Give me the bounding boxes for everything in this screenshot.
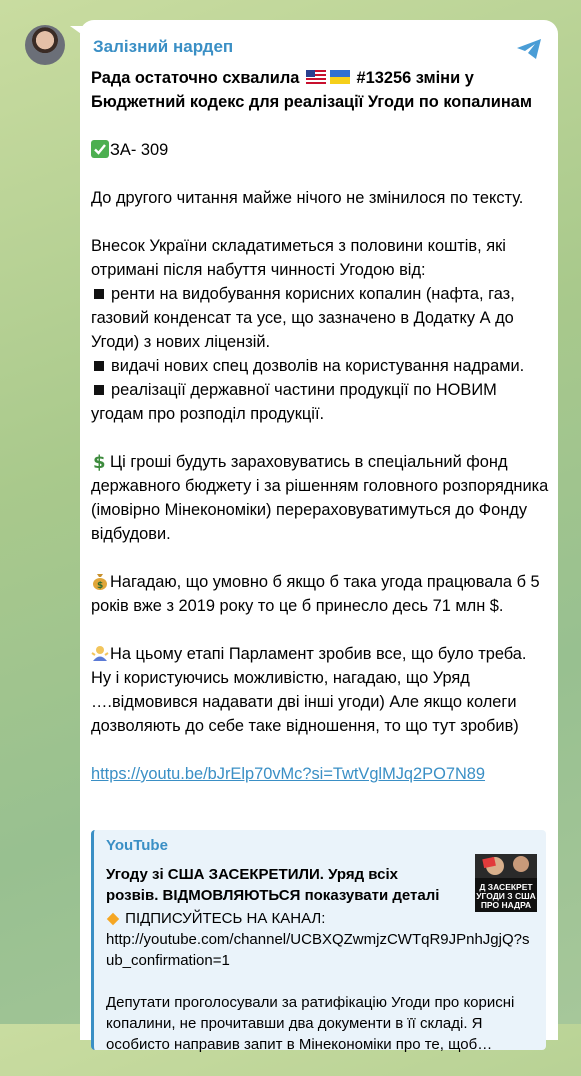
ukraine-flag-icon [330, 70, 350, 84]
check-mark-button-emoji [91, 140, 109, 158]
youtube-link[interactable]: https://youtu.be/bJrElp70vMc?si=TwtVglMJq2PO7N89 [91, 765, 486, 783]
thumbnail-image [475, 854, 537, 912]
thumbnail-text-1: Д ЗАСЕКРЕТ [479, 882, 533, 892]
heavy-dollar-sign-emoji [91, 452, 109, 473]
preview-description: ПІДПИСУЙТЕСЬ НА КАНАЛ: http://youtube.com/channel/UCBXQZwmjzCWTqR9JPnhJgjQ?sub_confirmation=1 Депутати проголосували за ратифікацію Угоди про корисні копалини, не прочитавши два документи в її складі. Я особисто направив запит в Мінекономіки про те, щоб… [106, 910, 530, 1053]
preview-thumbnail[interactable] [475, 854, 537, 912]
link-preview-card[interactable] [91, 830, 546, 1053]
preview-title: Угоду зі США ЗАСЕКРЕТИЛИ. Уряд всіх розвів. ВІДМОВЛЯЮТЬСЯ показувати деталі [106, 866, 440, 904]
telegram-share-icon[interactable] [516, 38, 542, 60]
square-bullet-icon [94, 385, 104, 395]
bullet-item: ренти на видобування корисних копалин (нафта, газ, газовий конденсат та усе, що зазначено в Додатку А до Угоди) з нових ліцензій. [91, 285, 515, 351]
svg-text:$: $ [97, 581, 104, 591]
square-bullet-icon [94, 361, 104, 371]
channel-name[interactable]: Залізний нардеп [93, 37, 234, 56]
preview-site-name: YouTube [106, 837, 168, 854]
post-title: Рада остаточно схвалила #13256 зміни у Бюджетний кодекс для реалізації Угоди по копалинам [91, 69, 532, 111]
square-bullet-icon [94, 289, 104, 299]
svg-text:$: $ [93, 452, 106, 473]
paragraph-1: До другого читання майже нічого не змінилося по тексту. [91, 189, 524, 207]
paragraph-2: Внесок України складатиметься з половини коштів, які отримані після набуття чинності Угодою від: ренти на видобування корисних копалин (нафта, газ, газовий конденсат та усе, що зазначено в Додатку А до Угоди) з нових ліцензій. видачі нових спец дозволів на користування надрами. реалізації державної частини продукції по НОВИМ угодам про розподіл продукції. [91, 237, 525, 423]
paragraph-4: $ Нагадаю, що умовно б якщо б така угода працювала б 5 років вже з 2019 року то це б принесло десь 71 млн $. [91, 573, 540, 615]
paragraph-3: $ Ці гроші будуть зараховуватись в спеціальний фонд державного бюджету і за рішенням головного розпорядника (імовірно Мінекономіки) перераховуватимуться до Фонду відбудови. [91, 452, 549, 543]
bullet-item: реалізації державної частини продукції по НОВИМ угодам про розподіл продукції. [91, 381, 497, 423]
bullet-item: видачі нових спец дозволів на користування надрами. [91, 357, 524, 375]
thumbnail-text-3: ПРО НАДРА [480, 900, 532, 910]
channel-avatar[interactable] [25, 25, 65, 65]
orange-diamond-emoji [106, 912, 120, 926]
money-bag-emoji [91, 572, 109, 590]
paragraph-5: На цьому етапі Парламент зробив все, що було треба. Ну і користуючись можливістю, нагадаю, що Уряд ….відмовився надавати дві інші угоди) Але якщо колеги дозволяють до себе таке відношення, то що тут зробив) [91, 645, 527, 735]
message-text [91, 66, 551, 810]
person-shrugging-emoji [91, 644, 109, 662]
vote-line: ЗА- 309 [91, 138, 551, 162]
us-flag-icon [306, 70, 326, 84]
thumbnail-text-2: УГОДИ З США [476, 891, 536, 901]
youtube-link-line [91, 762, 551, 786]
message-bubble [80, 20, 558, 1053]
